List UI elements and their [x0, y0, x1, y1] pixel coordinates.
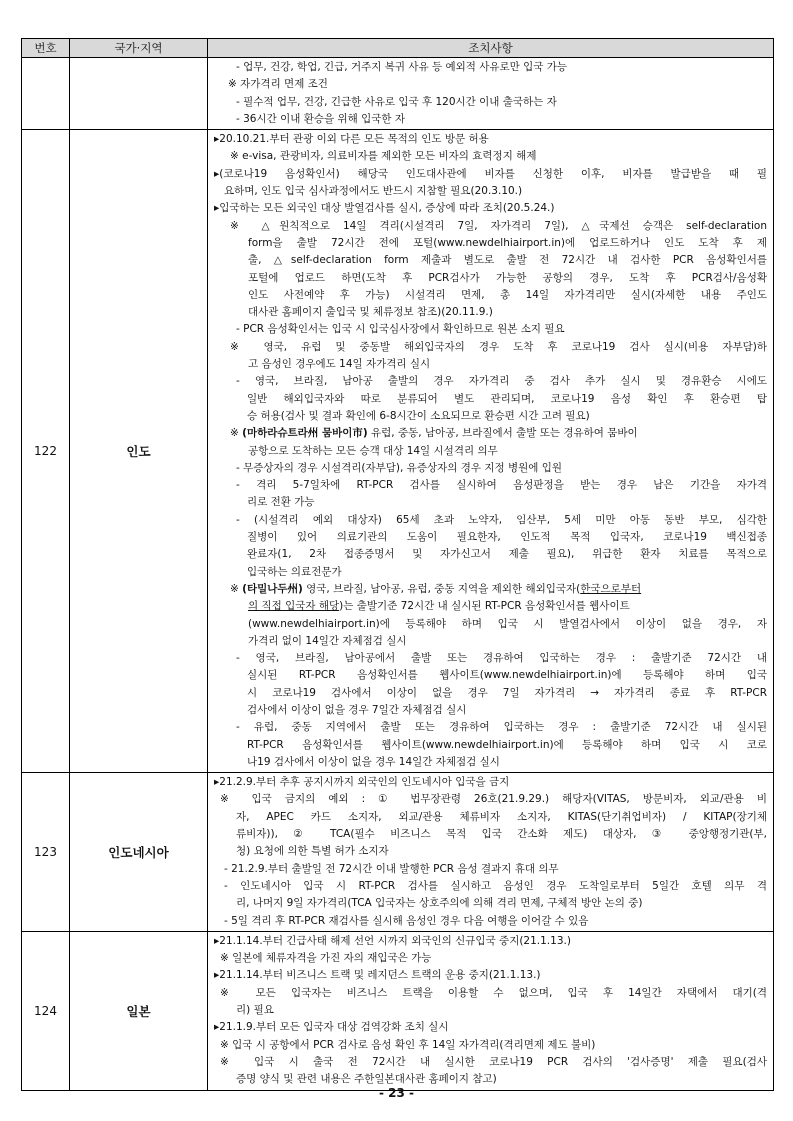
measure-line: 대사관 홈페이지 출입국 및 체류정보 참조)(20.11.9.): [248, 306, 493, 319]
country-name: 인도: [70, 130, 208, 773]
measure-line: 자, APEC 카드 소지자, 외교/관용 체류비자 소지자, KITAS(단기취업비자) / KITAP(장기체: [236, 810, 767, 823]
measure-line: - PCR 음성확인서는 입국 시 입국심사장에서 확인하므로 원본 소지 필요: [236, 323, 565, 336]
measure-line: 일반 해외입국자와 따로 분류되어 별도 관리되며, 코로나19 음성 확인 후 환승편 탑: [247, 392, 767, 405]
measure-line: 입국하는 의료전문가: [247, 565, 342, 578]
measure-line: - (시설격리 예외 대상자) 65세 초과 노약자, 임산부, 5세 미만 아동 동반 부모, 심각한: [236, 513, 767, 526]
row-number: 123: [22, 773, 70, 932]
measure-line: - 격리 5-7일차에 RT-PCR 검사를 실시하여 음성판정을 받는 경우 남은 기간을 자가격: [236, 479, 767, 492]
measures-cell: [208, 931, 774, 1090]
measure-line: form을 출발 72시간 전에 포털(www.newdelhiairport.in)에 업로드하거나 인도 도착 후 제: [248, 236, 767, 249]
measure-line: 검사에서 이상이 없을 경우 7일간 자체점검 실시: [247, 703, 467, 716]
continued-measures-cell: [208, 58, 774, 130]
continued-country-cell: [70, 58, 208, 130]
measure-line: ▸20.10.21.부터 관광 이외 다른 모든 목적의 인도 방문 허용: [214, 133, 489, 146]
measures-table: [21, 38, 773, 1091]
underlined-text: 의 직접 입국자 해당: [248, 600, 340, 613]
underlined-text: 한국으로부터: [580, 582, 642, 595]
note-mark: ※: [230, 582, 243, 595]
measure-line: - 인도네시아 입국 시 RT-PCR 검사를 실시하고 음성인 경우 도착일로부터 5일간 호텔 의무 격: [224, 879, 767, 892]
measure-line: - 필수적 업무, 건강, 긴급한 사유로 입국 후 120시간 이내 출국하는 자: [236, 95, 557, 108]
measure-line: - 36시간 이내 환승을 위해 입국한 자: [236, 112, 406, 125]
country-name: 일본: [70, 931, 208, 1090]
measure-line: ▸(코로나19 음성확인서) 해당국 인도대사관에 비자를 신청한 이후, 비자를 발급받을 때 필: [214, 167, 767, 180]
measure-line: [214, 598, 767, 615]
measure-line: 리) 필요: [236, 1004, 274, 1017]
measure-line: ※ 입국 금지의 예외 : ① 법무장관령 26호(21.9.29.) 해당자(VITAS, 방문비자, 외교/관용 비: [220, 793, 767, 806]
page-number: - 23 -: [378, 1086, 414, 1100]
measure-line: 시 코로나19 검사에서 이상이 없을 경우 7일 자가격리 → 자가격리 종료 후 RT-PCR: [247, 686, 767, 699]
measure-line: 포털에 업로드 하면(도착 후 PCR검사가 가능한 공항의 경우, 도착 후 PCR검사/음성확: [248, 271, 767, 284]
line-text: 유럽, 중동, 남아공, 브라질에서 출발 또는 경유하여 뭄바이: [367, 427, 638, 440]
measure-line: ▸21.1.14.부터 긴급사태 해제 선언 시까지 외국인의 신규입국 중지(21.1.13.): [214, 934, 571, 947]
measure-line: 고 음성인 경우에도 14일 자가격리 실시: [248, 358, 431, 371]
measure-line: - 21.2.9.부터 출발일 전 72시간 이내 발행한 PCR 음성 결과지 휴대 의무: [224, 862, 559, 875]
line-text: )는 출발기준 72시간 내 실시된 RT-PCR 음성확인서를 웹사이트: [339, 600, 630, 613]
measure-line: - 영국, 브라질, 남아공 출발의 경우 자가격리 중 검사 추가 실시 및 경유환승 시에도: [236, 375, 767, 388]
measures-cell: [208, 130, 774, 773]
measure-line: 완료자(1, 2차 접종증명서 및 자가신고서 제출 필요), 위급한 환자 치료를 목적으로: [247, 548, 767, 561]
measure-line: [214, 581, 767, 598]
header-country: 국가·지역: [70, 39, 208, 58]
measure-line: ※ 자가격리 면제 조건: [228, 78, 328, 91]
measure-line: 류비자)), ② TCA(필수 비즈니스 목적 입국 간소화 제도) 대상자, ③ 중앙행정기관(부,: [236, 828, 767, 841]
measure-line: - 업무, 건강, 학업, 긴급, 거주지 복귀 사유 등 예외적 사유로만 입국 가능: [236, 61, 568, 73]
measure-line: 요하며, 인도 입국 심사과정에서도 반드시 지참할 필요(20.3.10.): [224, 185, 523, 198]
measure-line: 질병이 있어 의료기관의 도움이 필요한자, 인도적 목적 입국자, 코로나19 백신접종: [247, 531, 767, 544]
line-text: 영국, 브라질, 남아공, 유럽, 중동 지역을 제외한 해외입국자(: [302, 582, 581, 595]
measure-line: - 무증상자의 경우 시설격리(자부담), 유증상자의 경우 지정 병원에 입원: [236, 461, 563, 474]
country-name: 인도네시아: [70, 773, 208, 932]
measure-line: 가격리 없이 14일간 자체점검 실시: [248, 634, 407, 647]
measure-line: ▸21.1.9.부터 모든 입국자 대상 검역강화 조치 실시: [214, 1021, 449, 1034]
measure-line: ※ 입국 시 공항에서 PCR 검사로 음성 확인 후 14일 자가격리(격리면제 제도 불비): [220, 1038, 596, 1051]
row-number: 124: [22, 931, 70, 1090]
table-row-indonesia: [22, 773, 774, 932]
measure-line: 증명 양식 및 관련 내용은 주한일본대사관 홈페이지 참고): [236, 1073, 497, 1086]
table-row-japan: [22, 931, 774, 1090]
measure-line: 리, 나머지 9일 자가격리(TCA 입국자는 상호주의에 의해 격리 면제, 구체적 방안 논의 중): [236, 897, 643, 910]
measure-line: - 유럽, 중동 지역에서 출발 또는 경유하여 입국하는 경우 : 출발기준 72시간 내 실시된: [236, 721, 767, 734]
measure-line: ※ 입국 시 출국 전 72시간 내 실시한 코로나19 PCR 검사의 '검사증명' 제출 필요(검사: [220, 1055, 767, 1068]
measure-line: 나19 검사에서 이상이 없을 경우 14일간 자체점검 실시: [247, 755, 500, 768]
measure-line: ※ 영국, 유럽 및 중동발 해외입국자의 경우 도착 후 코로나19 검사 실시(비용 자부담)하: [230, 340, 767, 353]
table-row-continued: [22, 58, 774, 130]
continued-num-cell: [22, 58, 70, 130]
measure-line: 출, △self-declaration form 제출과 별도로 출발 전 72시간 내 검사한 PCR 음성확인서를: [248, 254, 767, 267]
measure-line: ※ e-visa, 관광비자, 의료비자를 제외한 모든 비자의 효력정지 해제: [230, 150, 537, 163]
measure-line: 공항으로 도착하는 모든 승객 대상 14일 시설격리 의무: [248, 444, 498, 457]
table-row-india: [22, 130, 774, 773]
measure-line: - 5일 격리 후 RT-PCR 재검사를 실시해 음성인 경우 다음 여행을 이어갈 수 있음: [224, 914, 589, 927]
header-num: 번호: [22, 39, 70, 58]
row-number: 122: [22, 130, 70, 773]
measure-line: ※ 일본에 체류자격을 가진 자의 재입국은 가능: [220, 952, 432, 965]
measure-line: 인도 사전예약 후 가능) 시설격리 면제, 총 14일 자가격리만 실시(자세한 내용 주인도: [248, 288, 767, 301]
note-mark: ※: [230, 427, 243, 440]
measure-line: 리로 전환 가능: [247, 496, 315, 509]
region-label: (타밀나두州): [242, 582, 303, 595]
measure-line: ▸입국하는 모든 외국인 대상 발열검사를 실시, 증상에 따라 조치(20.5.24.): [214, 202, 555, 215]
header-row: [22, 39, 774, 58]
header-measures: 조치사항: [208, 39, 774, 58]
measure-line: (www.newdelhiairport.in)에 등록해야 하며 입국 시 발열검사에서 이상이 없을 경우, 자: [248, 617, 767, 630]
measure-line: 실시된 RT-PCR 음성확인서를 웹사이트(www.newdelhiairport.in)에 등록해야 하며 입국: [247, 669, 767, 682]
measure-line: ▸21.2.9.부터 추후 공지시까지 외국인의 인도네시아 입국을 금지: [214, 776, 510, 789]
region-label: (마하라슈트라州 뭄바이市): [242, 427, 368, 440]
measure-line: ※ 모든 입국자는 비즈니스 트랙을 이용할 수 없으며, 입국 후 14일간 자택에서 대기(격: [220, 986, 767, 999]
measure-line: 승 허용(검사 및 결과 확인에 6-8시간이 소요되므로 환승편 시간 고려 필요): [247, 409, 590, 422]
measures-cell: [208, 773, 774, 932]
measure-line: ※ △원칙적으로 14일 격리(시설격리 7일, 자가격리 7일), △국제선 승객은 self-declaration: [230, 219, 767, 232]
measure-line: ▸21.1.14.부터 비즈니스 트랙 및 레지던스 트랙의 운용 중지(21.1.13.): [214, 969, 541, 982]
measure-line: 청) 요청에 의한 특별 허가 소지자: [236, 845, 389, 858]
measure-line: RT-PCR 음성확인서를 웹사이트(www.newdelhiairport.in)에 등록해야 하며 입국 시 코로: [247, 738, 767, 751]
measure-line: - 영국, 브라질, 남아공에서 출발 또는 경유하여 입국하는 경우 : 출발기준 72시간 내: [236, 652, 767, 665]
measure-line: [214, 425, 767, 442]
